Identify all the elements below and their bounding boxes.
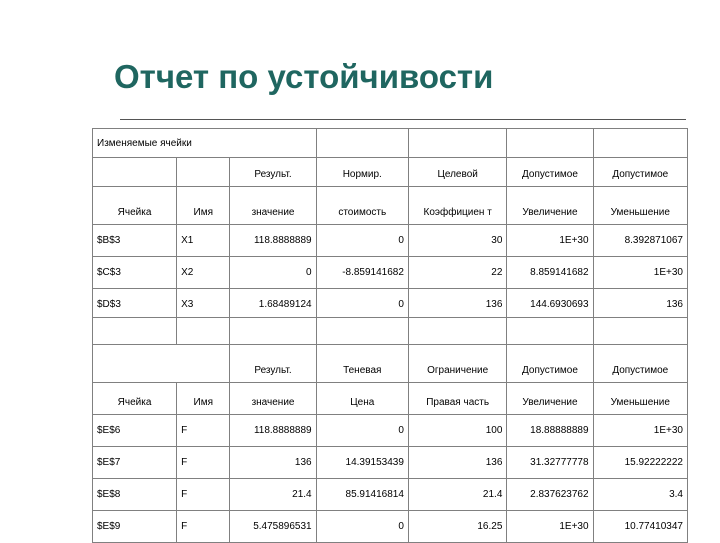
header-cell: Целевой — [408, 158, 506, 187]
title-divider — [120, 119, 686, 120]
table-row: $C$3 X2 0 -8.859141682 22 8.859141682 1E+30 — [93, 257, 688, 289]
table-row: $E$8 F 21.4 85.91416814 21.4 2.837623762 3.4 — [93, 479, 688, 511]
header-cell: Результ. — [230, 345, 316, 383]
header-cell: Ячейка — [93, 383, 177, 415]
page-title: Отчет по устойчивости — [114, 58, 494, 95]
header-cell: стоимость — [316, 187, 408, 225]
header-cell: значение — [230, 187, 316, 225]
table-row: $E$6 F 118.8888889 0 100 18.88888889 1E+30 — [93, 415, 688, 447]
spacer-row — [93, 318, 688, 345]
header-cell: Уменьшение — [593, 383, 687, 415]
table-row: $B$3 X1 118.8888889 0 30 1E+30 8.392871067 — [93, 225, 688, 257]
sensitivity-report-table — [92, 128, 688, 543]
header-cell: Увеличение — [507, 187, 593, 225]
header-cell: Ограничение — [408, 345, 506, 383]
header-cell: Теневая — [316, 345, 408, 383]
header-cell: Имя — [177, 187, 230, 225]
section-label-changing-cells: Изменяемые ячейки — [93, 129, 317, 158]
header-cell: Правая часть — [408, 383, 506, 415]
header-cell: значение — [230, 383, 316, 415]
header-cell: Нормир. — [316, 158, 408, 187]
header-cell: Допустимое — [507, 345, 593, 383]
header-cell: Уменьшение — [593, 187, 687, 225]
table-row: $E$9 F 5.475896531 0 16.25 1E+30 10.77410347 — [93, 511, 688, 543]
header-row-top — [93, 345, 688, 383]
header-row-bottom — [93, 383, 688, 415]
header-cell: Увеличение — [507, 383, 593, 415]
header-cell: Ячейка — [93, 187, 177, 225]
header-row-bottom — [93, 187, 688, 225]
header-cell: Допустимое — [593, 158, 687, 187]
header-row-top — [93, 158, 688, 187]
section-label-row — [93, 129, 688, 158]
header-cell: Допустимое — [593, 345, 687, 383]
header-cell: Имя — [177, 383, 230, 415]
header-cell: Допустимое — [507, 158, 593, 187]
table-row: $D$3 X3 1.68489124 0 136 144.6930693 136 — [93, 289, 688, 318]
header-cell: Коэффициен т — [408, 187, 506, 225]
table-row: $E$7 F 136 14.39153439 136 31.32777778 15.92222222 — [93, 447, 688, 479]
header-cell: Цена — [316, 383, 408, 415]
header-cell: Результ. — [230, 158, 316, 187]
